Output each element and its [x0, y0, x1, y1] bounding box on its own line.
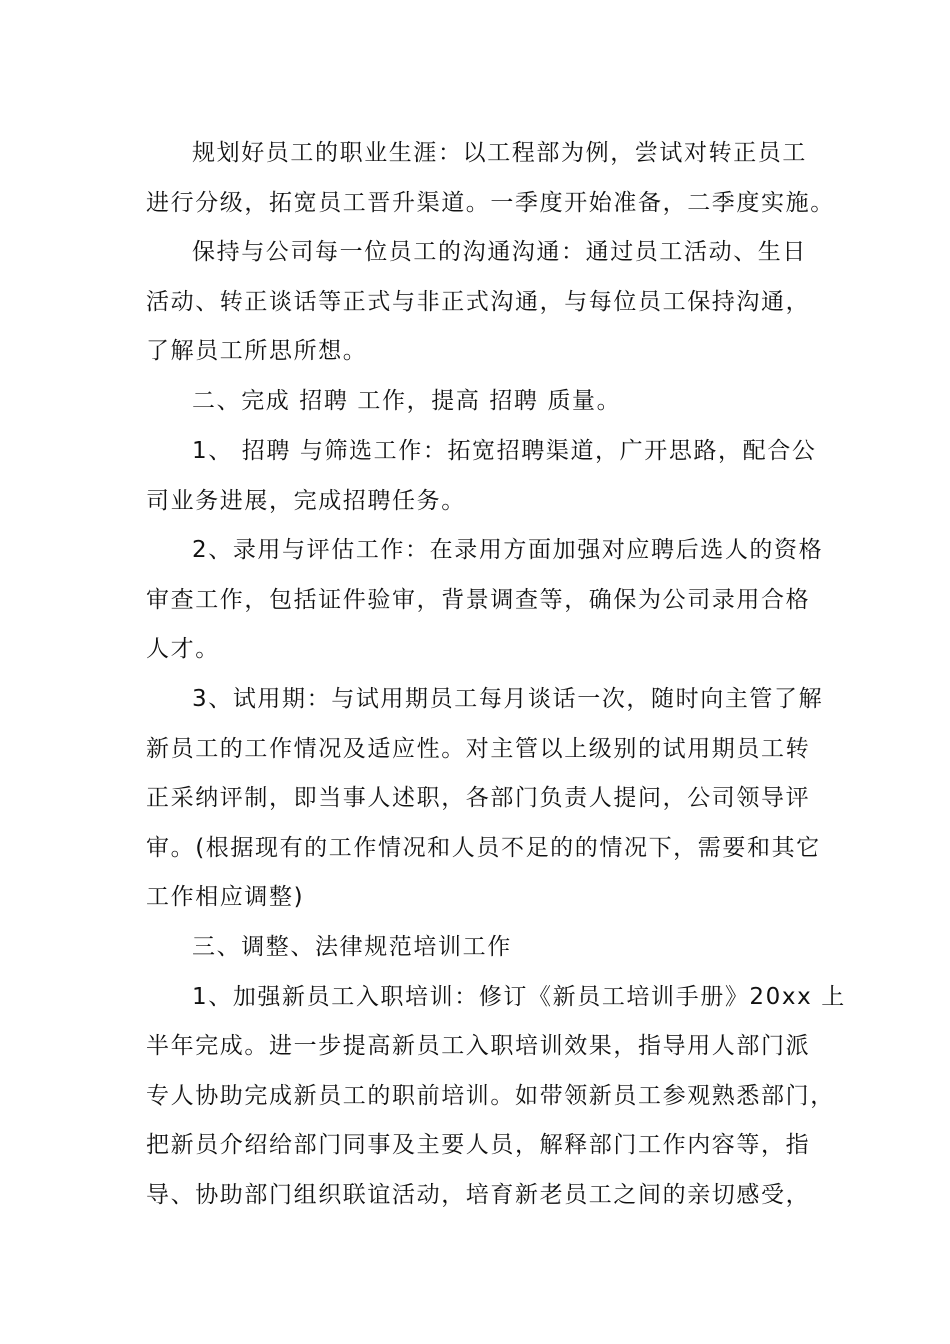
- paragraph-line: 半年完成。进一步提高新员工入职培训效果，指导用人部门派: [146, 1033, 811, 1059]
- paragraph-line: 导、协助部门组织联谊活动，培育新老员工之间的亲切感受，: [146, 1182, 811, 1208]
- paragraph-line: 审。(根据现有的工作情况和人员不足的的情况下，需要和其它: [146, 835, 821, 861]
- paragraph-line: 审查工作，包括证件验审，背景调查等，确保为公司录用合格: [146, 587, 811, 613]
- paragraph-line: 3、试用期：与试用期员工每月谈话一次，随时向主管了解: [192, 686, 824, 712]
- paragraph-line: 规划好员工的职业生涯：以工程部为例，尝试对转正员工: [192, 140, 807, 166]
- paragraph-line: 人才。: [146, 636, 220, 662]
- paragraph-line: 保持与公司每一位员工的沟通沟通：通过员工活动、生日: [192, 239, 807, 265]
- paragraph-line: 正采纳评制，即当事人述职，各部门负责人提问，公司领导评: [146, 785, 811, 811]
- paragraph-line: 活动、转正谈话等正式与非正式沟通，与每位员工保持沟通，: [146, 289, 811, 315]
- paragraph-line: 司业务进展，完成招聘任务。: [146, 488, 466, 514]
- paragraph-line: 新员工的工作情况及适应性。对主管以上级别的试用期员工转: [146, 736, 811, 762]
- paragraph-line: 1、加强新员工入职培训：修订《新员工培训手册》20xx 上: [192, 984, 846, 1010]
- paragraph-line: 专人协助完成新员工的职前培训。如带领新员工参观熟悉部门，: [146, 1083, 835, 1109]
- paragraph-line: 把新员介绍给部门同事及主要人员，解释部门工作内容等，指: [146, 1132, 811, 1158]
- section-heading: 二、完成 招聘 工作，提高 招聘 质量。: [192, 388, 622, 414]
- paragraph-line: 进行分级，拓宽员工晋升渠道。一季度开始准备，二季度实施。: [146, 190, 835, 216]
- section-heading: 三、调整、法律规范培训工作: [192, 934, 512, 960]
- paragraph-line: 工作相应调整): [146, 884, 305, 910]
- paragraph-line: 2、录用与评估工作：在录用方面加强对应聘后选人的资格: [192, 537, 824, 563]
- paragraph-line: 1、 招聘 与筛选工作：拓宽招聘渠道，广开思路，配合公: [192, 438, 817, 464]
- paragraph-line: 了解员工所思所想。: [146, 338, 368, 364]
